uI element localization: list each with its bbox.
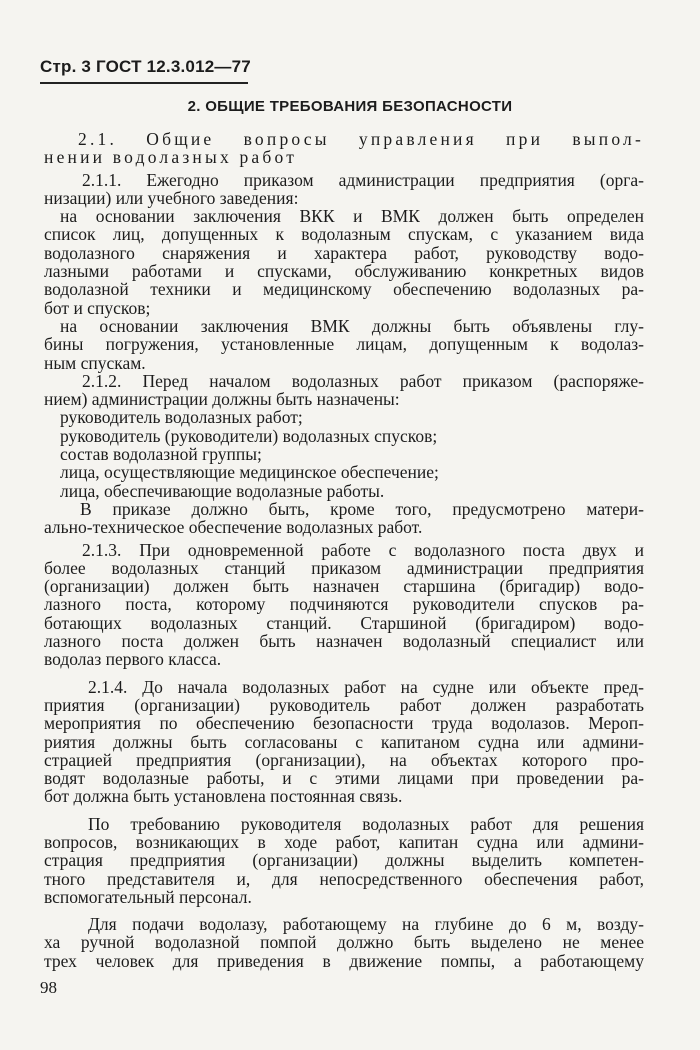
text-line: руководитель водолазных работ; [60,407,303,428]
para-order-note [44,498,644,538]
text-line: лазными работами и спусками, обслуживанию конкретных видов [44,261,644,282]
text-line: 2.1.1. Ежегодно приказом администрации предприятия (орга- [82,169,644,190]
text-line: бины погружения, установленные лицам, допущенным к водолаз- [44,334,644,355]
para-2-1-2 [44,370,644,410]
text-line: ально-техническое обеспечение водолазных работ. [44,517,423,538]
para-vkk-vmk [44,206,644,318]
text-line: руководитель (руководители) водолазных спусков; [60,425,438,446]
para-competent-rep [44,813,644,907]
text-line: водолаз первого класса. [44,649,222,670]
text-line: мероприятия по обеспечению безопасности труда водолазов. Мероп- [44,713,644,734]
text-line: ботающих водолазных станций. Старшиной (бригадиром) водо- [44,612,644,633]
para-item-1 [60,408,644,426]
text-line: страцией предприятия (организации), на объектах которого про- [44,749,644,770]
text-line: ным спускам. [44,352,146,373]
text-line: вспомогательный персонал. [44,886,252,907]
text-line: состав водолазной группы; [60,444,262,465]
para-item-5 [60,482,644,500]
text-line: более водолазных станций приказом администрации предприятия [44,557,644,578]
text-line: 2.1.3. При одновременной работе с водолазного поста двух и [82,539,644,560]
text-line: лазного поста должен быть назначен водолазный специалист или [44,631,644,652]
text-line: бот и спусков; [44,297,151,318]
text-line: на основании заключения ВКК и ВМК должен быть определен [60,206,644,227]
para-2-1-1 [44,169,644,208]
para-item-2 [60,427,644,445]
text-line: лазного поста, которому подчиняются руководители спусков ра- [44,594,644,615]
text-line: 2.1.2. Перед началом водолазных работ приказом (распоряже- [82,370,644,391]
para-2-1-4 [44,676,644,807]
text-line: лица, осуществляющие медицинское обеспечение; [60,462,439,483]
body-text [44,129,644,971]
text-line: нием) администрации должны быть назначены: [44,389,400,410]
section-title: 2. ОБЩИЕ ТРЕБОВАНИЯ БЕЗОПАСНОСТИ [187,98,513,115]
text-line: По требованию руководителя водолазных работ для решения [88,813,644,834]
text-line: водолазной техники и медицинскому обеспечению водолазных ра- [44,279,644,300]
para-2-1-3 [44,539,644,670]
para-item-3 [60,445,644,463]
text-line: ха ручной водолазной помпой должно быть выделено не менее [44,932,644,953]
text-line: 2.1. Общие вопросы управления при выпол- [78,129,644,149]
text-line: риятия должны быть согласованы с капитаном судна или админи- [44,731,644,752]
text-line: тного представителя и, для непосредственного обеспечения работ, [44,868,644,889]
text-line: список лиц, допущенных к водолазным спускам, с указанием вида [44,224,644,245]
para-vmk-depth [44,315,644,373]
para-2-1 [44,129,644,168]
text-line: вопросов, возникающих в ходе работ, капитан судна или админи- [44,831,644,852]
header-rule [40,82,248,84]
text-line: на основании заключения ВМК должны быть объявлены глу- [60,315,644,336]
text-line: бот должна быть установлена постоянная связь. [44,786,403,807]
text-line: водят водолазные работы, и с этими лицами при проведении ра- [44,768,644,789]
text-line: (организации) должен быть назначен старшина (бригадир) водо- [44,576,644,597]
text-line: низации) или учебного заведения: [44,187,299,208]
page-number: 98 [40,978,57,997]
text-line: лица, обеспечивающие водолазные работы. [60,480,385,501]
text-line: приятия (организации) руководитель работ должен разработать [44,694,644,715]
text-line: трех человек для приведения в движение помпы, а работающему [44,950,644,971]
text-line: 2.1.4. До начала водолазных работ на судне или объекте пред- [88,676,644,697]
text-line: нении водолазных работ [44,147,298,168]
text-line: страция предприятия (организации) должны выделить компетен- [44,850,644,871]
text-line: В приказе должно быть, кроме того, предусмотрено матери- [80,498,644,519]
para-air-supply [44,914,644,971]
text-line: водолазного снаряжения и характера работ, руководству водо- [44,242,644,263]
running-head: Стр. 3 ГОСТ 12.3.012—77 [40,57,251,76]
text-line: Для подачи водолазу, работающему на глубине до 6 м, возду- [88,914,644,935]
para-item-4 [60,463,644,481]
